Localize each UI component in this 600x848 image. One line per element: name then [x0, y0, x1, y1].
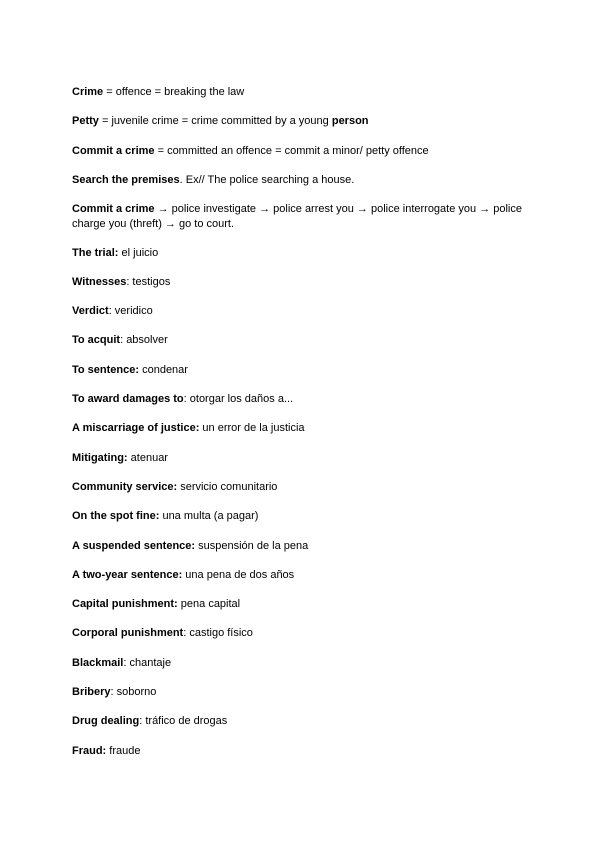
definition: un error de la justicia — [199, 422, 305, 435]
term: Corporal punishment — [72, 627, 184, 640]
entry-capital-punishment — [72, 597, 542, 612]
entry-to-award-damages — [72, 392, 542, 407]
entry-two-year-sentence — [72, 568, 542, 583]
definition: : absolver — [120, 334, 168, 347]
definition: servicio comunitario — [177, 480, 278, 493]
term: Petty — [72, 115, 99, 128]
definition: : chantaje — [123, 656, 172, 669]
term: Community service: — [72, 480, 178, 493]
entry-crime-process — [72, 202, 542, 231]
term: On the spot fine: — [72, 510, 160, 523]
term: The trial: — [72, 246, 119, 259]
term: Commit a crime — [72, 203, 155, 216]
definition: suspensión de la pena — [195, 539, 309, 552]
definition: una pena de dos años — [182, 568, 295, 581]
entry-on-the-spot-fine — [72, 509, 542, 524]
term: Mitigating: — [72, 451, 128, 464]
definition: atenuar — [127, 451, 168, 464]
entry-miscarriage-of-justice — [72, 421, 542, 436]
definition: → police investigate → police arrest you → police interrogate you → police charge you (threft) → go to court. — [72, 203, 522, 230]
entry-commit-a-crime — [72, 144, 542, 159]
term: Drug dealing — [72, 715, 140, 728]
definition: el juicio — [118, 246, 159, 259]
entry-crime — [72, 85, 542, 100]
vocabulary-list — [72, 85, 542, 773]
definition: pena capital — [177, 598, 241, 611]
entry-the-trial — [72, 246, 542, 261]
term: A miscarriage of justice: — [72, 422, 200, 435]
term: Blackmail — [72, 656, 124, 669]
term: To sentence: — [72, 363, 140, 376]
entry-witnesses — [72, 275, 542, 290]
entry-petty — [72, 114, 542, 129]
definition: : otorgar los daños a... — [183, 393, 294, 406]
entry-corporal-punishment — [72, 626, 542, 641]
term: A two-year sentence: — [72, 568, 183, 581]
definition: fraude — [106, 744, 141, 757]
definition: : veridico — [108, 305, 153, 318]
term: Capital punishment: — [72, 598, 178, 611]
term: To acquit — [72, 334, 121, 347]
definition: : tráfico de drogas — [139, 715, 228, 728]
entry-search-the-premises — [72, 173, 542, 188]
term: A suspended sentence: — [72, 539, 196, 552]
entry-to-sentence — [72, 363, 542, 378]
entry-fraud — [72, 744, 542, 759]
definition: . Ex// The police searching a house. — [179, 173, 355, 186]
term: Witnesses — [72, 275, 127, 288]
definition: : testigos — [126, 275, 171, 288]
entry-community-service — [72, 480, 542, 495]
entry-blackmail — [72, 656, 542, 671]
entry-verdict — [72, 304, 542, 319]
definition: = juvenile crime = crime committed by a young — [98, 115, 332, 128]
term: Commit a crime — [72, 144, 155, 157]
term: Crime — [72, 86, 104, 98]
definition: : castigo físico — [183, 627, 253, 640]
definition: condenar — [139, 363, 188, 376]
entry-mitigating — [72, 451, 542, 466]
definition: una multa (a pagar) — [159, 510, 259, 523]
definition: = committed an offence = commit a minor/ petty offence — [154, 144, 429, 157]
entry-drug-dealing — [72, 714, 542, 729]
definition: : soborno — [110, 686, 157, 699]
term: To award damages to — [72, 393, 184, 406]
entry-to-acquit — [72, 333, 542, 348]
definition: = offence = breaking the law — [103, 86, 245, 98]
term: Bribery — [72, 686, 111, 699]
term-emphasis: person — [331, 115, 369, 128]
term: Fraud: — [72, 744, 107, 757]
term: Search the premises — [72, 173, 180, 186]
entry-suspended-sentence — [72, 539, 542, 554]
term: Verdict — [72, 305, 109, 318]
entry-bribery — [72, 685, 542, 700]
